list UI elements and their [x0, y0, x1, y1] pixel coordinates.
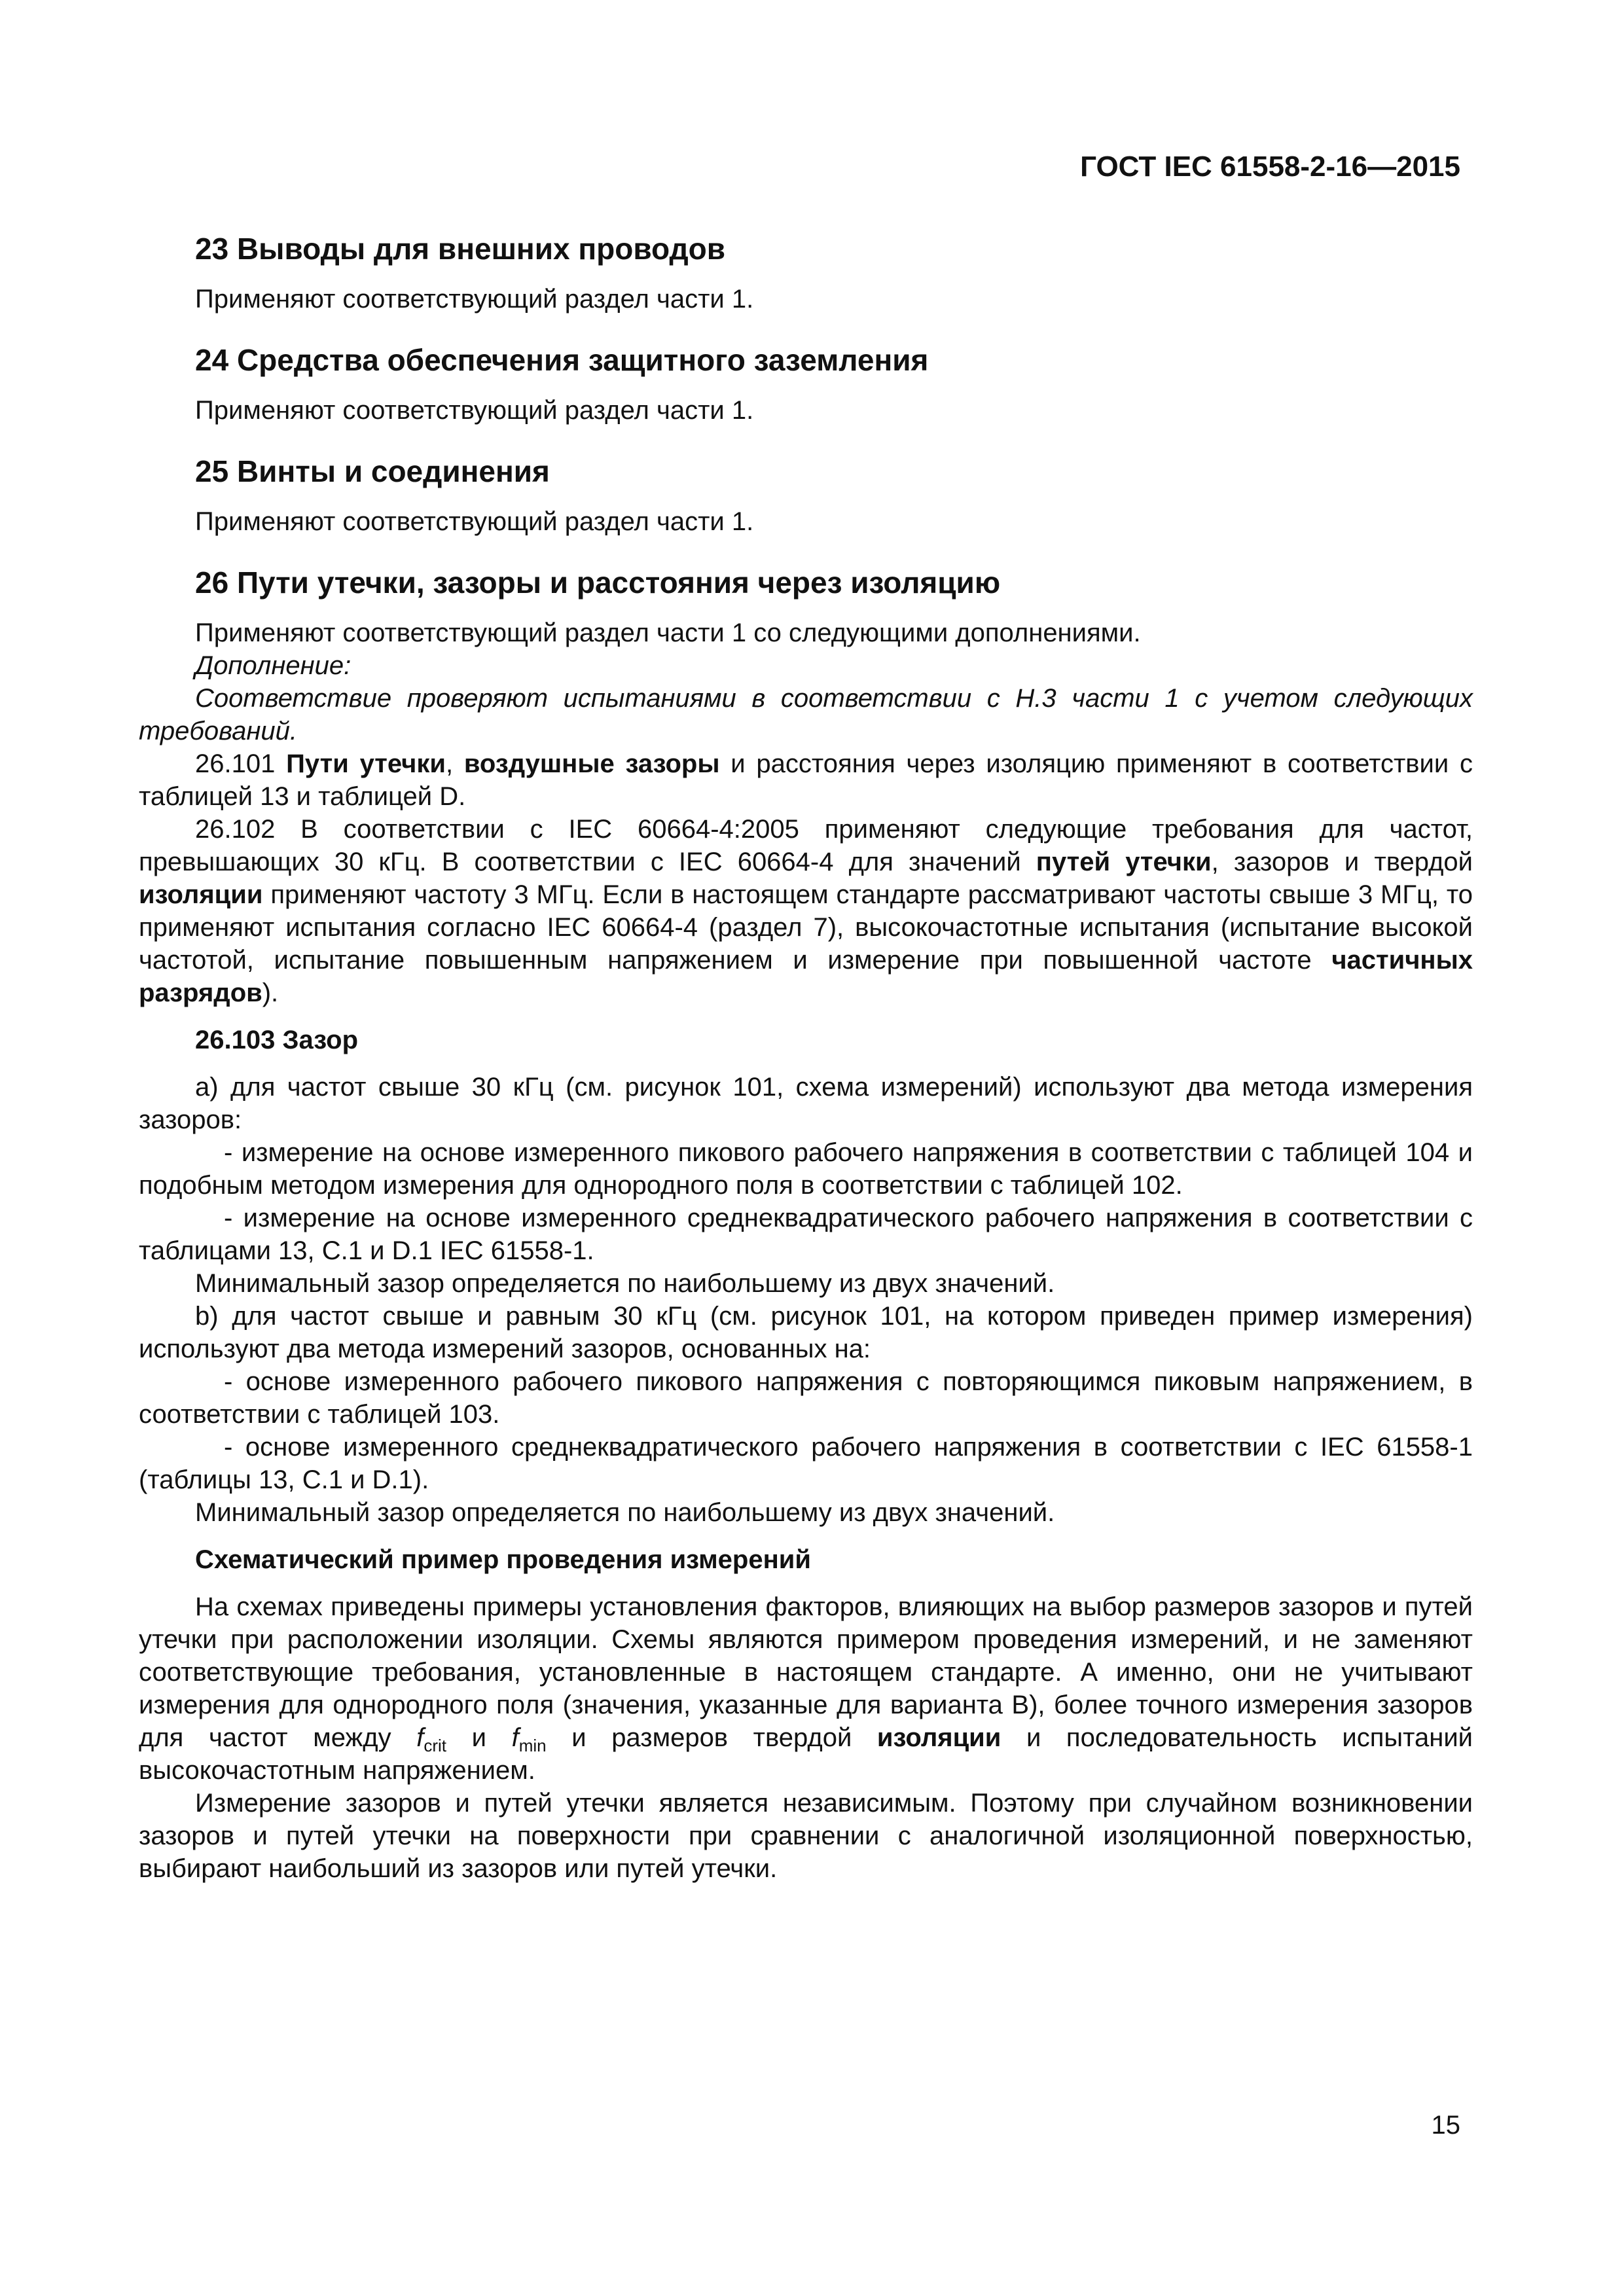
section-25-heading: 25 Винты и соединения	[195, 454, 550, 488]
item-a-dash-2: - измерение на основе измеренного среднеквадратического рабочего напряжения в соответствии с таблицами 13, C.1 и D.1 IEC 61558-1.	[139, 1204, 1473, 1265]
section-23-heading: 23 Выводы для внешних проводов	[195, 232, 726, 266]
addition-text: Соответствие проверяют испытаниями в соответствии с Н.3 части 1 с учетом следующих требований.	[139, 684, 1473, 745]
item-b-dash-1: - основе измеренного рабочего пикового напряжения с повторяющимся пиковым напряжением, в соответствии с таблицей 103.	[139, 1367, 1473, 1429]
term-creepage-2: путей утечки	[1036, 848, 1212, 876]
schematic-paragraph-1: На схемах приведены примеры установления факторов, влияющих на выбор размеров зазоров и путей утечки при расположении изоляции. Схемы являются примером проведения измерений, и не заменяют соответствующие требования, установленные в настоящем стандарте. А именно, они не учитывают измерения для однородного поля (значения, указанные для варианта В), более точного измерения зазоров для частот между $f_{crit}$ и $f_{min}$ и размеров твердой изоляции и последовательность испытаний высокочастотным напряжением.	[139, 1592, 1473, 1785]
item-b: b) для частот свыше и равным 30 кГц (см. рисунок 101, на котором приведен пример измерения) используют два метода измерений зазоров, основанных на:	[139, 1302, 1473, 1363]
term-partial-discharges: частичных разрядов	[139, 946, 1473, 1007]
addition-label: Дополнение:	[195, 651, 352, 680]
section-23-text: Применяют соответствующий раздел части 1.	[195, 285, 754, 314]
term-clearances: воздушные зазоры	[463, 749, 720, 778]
schematic-heading: Схематический пример проведения измерений	[195, 1545, 811, 1574]
schematic-paragraph-2: Измерение зазоров и путей утечки является независимым. Поэтому при случайном возникновении зазоров и путей утечки на поверхности при сравнении с аналогичной изоляционной поверхностью, выбирают наибольший из зазоров или путей утечки.	[139, 1789, 1473, 1883]
item-b-minimum: Минимальный зазор определяется по наибольшему из двух значений.	[195, 1498, 1055, 1527]
paragraph-26-102: 26.102 В соответствии с IEC 60664-4:2005 применяют следующие требования для частот, превышающих 30 кГц. В соответствии с IEC 60664-4 для значений путей утечки, зазоров и твердой изоляции применяют частоту 3 МГц. Если в настоящем стандарте рассматривают частоты свыше 3 МГц, то применяют испытания согласно IEC 60664-4 (раздел 7), высокочастотные испытания (испытание высокой частотой, испытание повышенным напряжением и измерение при повышенной частоте частичных разрядов).	[139, 815, 1473, 1007]
term-insulation: изоляции	[139, 880, 263, 909]
section-25-text: Применяют соответствующий раздел части 1.	[195, 507, 754, 536]
term-insulation-2: изоляции	[876, 1723, 1001, 1752]
subsection-26-103-heading: 26.103 Зазор	[195, 1026, 359, 1054]
section-26-intro: Применяют соответствующий раздел части 1 со следующими дополнениями.	[195, 619, 1141, 647]
standard-designation: ГОСТ IEC 61558-2-16—2015	[1080, 151, 1460, 183]
item-a-minimum: Минимальный зазор определяется по наибольшему из двух значений.	[195, 1269, 1055, 1298]
page-content	[139, 229, 1473, 1885]
item-a: а) для частот свыше 30 кГц (см. рисунок 101, схема измерений) используют два метода измерения зазоров:	[139, 1073, 1473, 1134]
section-24-text: Применяют соответствующий раздел части 1.	[195, 396, 754, 425]
section-26-heading: 26 Пути утечки, зазоры и расстояния через изоляцию	[195, 565, 1001, 600]
item-b-dash-2: - основе измеренного среднеквадратического рабочего напряжения в соответствии с IEC 61558-1 (таблицы 13, С.1 и D.1).	[139, 1433, 1473, 1494]
item-a-dash-1: - измерение на основе измеренного пикового рабочего напряжения в соответствии с таблицей 104 и подобным методом измерения для однородного поля в соответствии с таблицей 102.	[139, 1138, 1473, 1200]
section-24-heading: 24 Средства обеспечения защитного заземления	[195, 343, 929, 377]
term-creepage: Пути утечки	[286, 749, 446, 778]
page-number: 15	[1431, 2111, 1460, 2140]
paragraph-26-101: 26.101 Пути утечки, воздушные зазоры и расстояния через изоляцию применяют в соответствии с таблицей 13 и таблицей D.	[139, 749, 1473, 811]
